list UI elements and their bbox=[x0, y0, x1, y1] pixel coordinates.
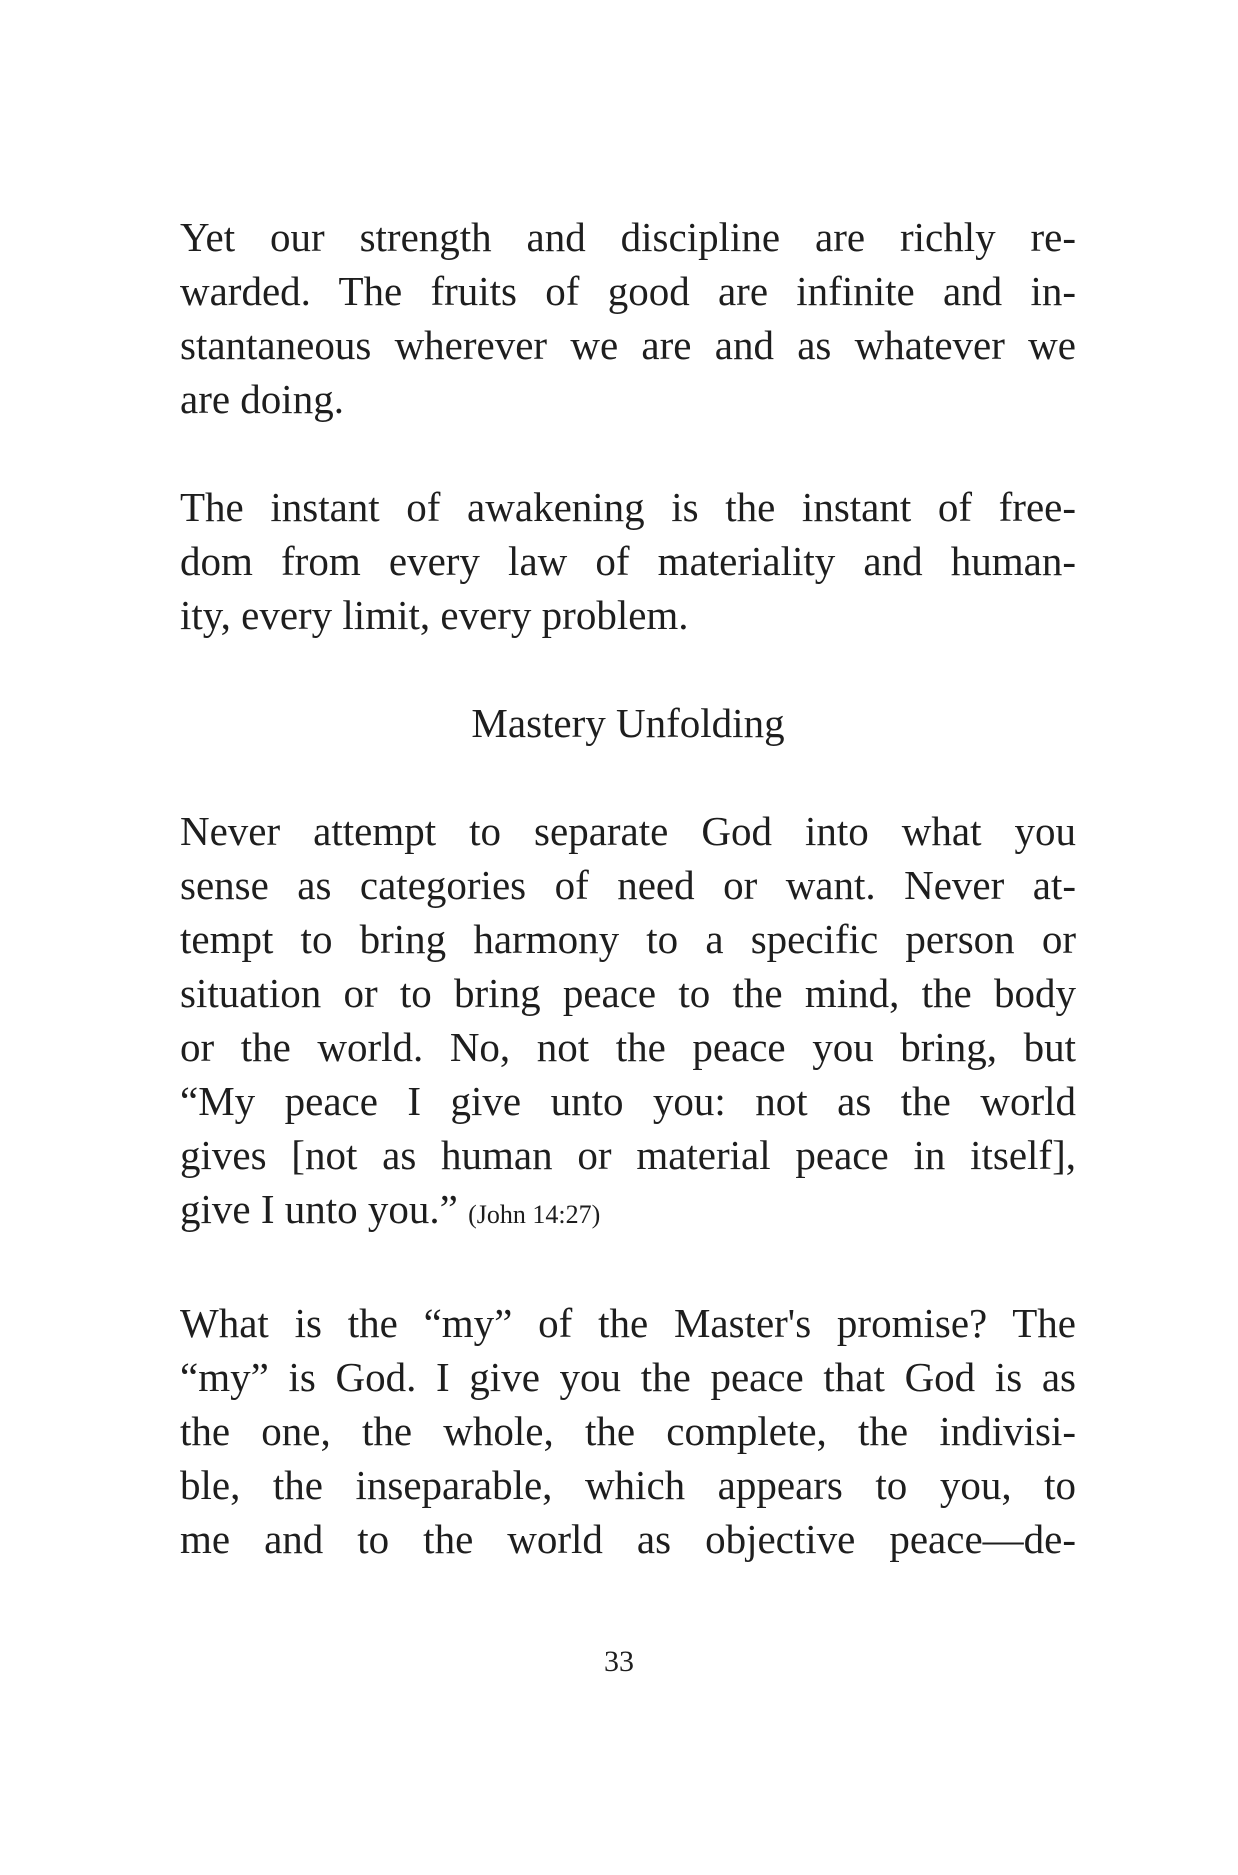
scripture-citation: (John 14:27) bbox=[468, 1200, 601, 1229]
text-line: What is the “my” of the Master's promise? The bbox=[180, 1300, 1076, 1346]
text-line: the one, the whole, the complete, the indivisi- bbox=[180, 1408, 1076, 1454]
text-line: ble, the inseparable, which appears to you, to bbox=[180, 1462, 1076, 1508]
text-line: or the world. No, not the peace you bring, but bbox=[180, 1024, 1076, 1070]
body-text bbox=[180, 210, 1076, 1620]
text-line bbox=[180, 1182, 1076, 1242]
text-line: me and to the world as objective peace—de- bbox=[180, 1516, 1076, 1562]
text-line: stantaneous wherever we are and as whatever we bbox=[180, 322, 1076, 368]
paragraph-4 bbox=[180, 1296, 1076, 1566]
quote-end: give I unto you.” bbox=[180, 1186, 458, 1232]
text-line: The instant of awakening is the instant of free- bbox=[180, 484, 1076, 530]
text-line: ity, every limit, every problem. bbox=[180, 592, 689, 638]
paragraph-1 bbox=[180, 210, 1076, 426]
text-line: dom from every law of materiality and human- bbox=[180, 538, 1076, 584]
paragraph-2 bbox=[180, 480, 1076, 642]
text-line: tempt to bring harmony to a specific person or bbox=[180, 916, 1076, 962]
section-heading: Mastery Unfolding bbox=[471, 700, 785, 746]
text-line: sense as categories of need or want. Never at- bbox=[180, 862, 1076, 908]
text-line: “My peace I give unto you: not as the world bbox=[180, 1078, 1076, 1124]
text-line: are doing. bbox=[180, 376, 344, 422]
text-line: “my” is God. I give you the peace that God is as bbox=[180, 1354, 1076, 1400]
page-number: 33 bbox=[604, 1645, 634, 1678]
paragraph-3 bbox=[180, 804, 1076, 1242]
text-line: situation or to bring peace to the mind, the body bbox=[180, 970, 1076, 1016]
text-line: warded. The fruits of good are infinite and in- bbox=[180, 268, 1076, 314]
text-line: gives [not as human or material peace in itself], bbox=[180, 1132, 1076, 1178]
text-line: Yet our strength and discipline are richly re- bbox=[180, 214, 1076, 260]
text-line: Never attempt to separate God into what you bbox=[180, 808, 1076, 854]
